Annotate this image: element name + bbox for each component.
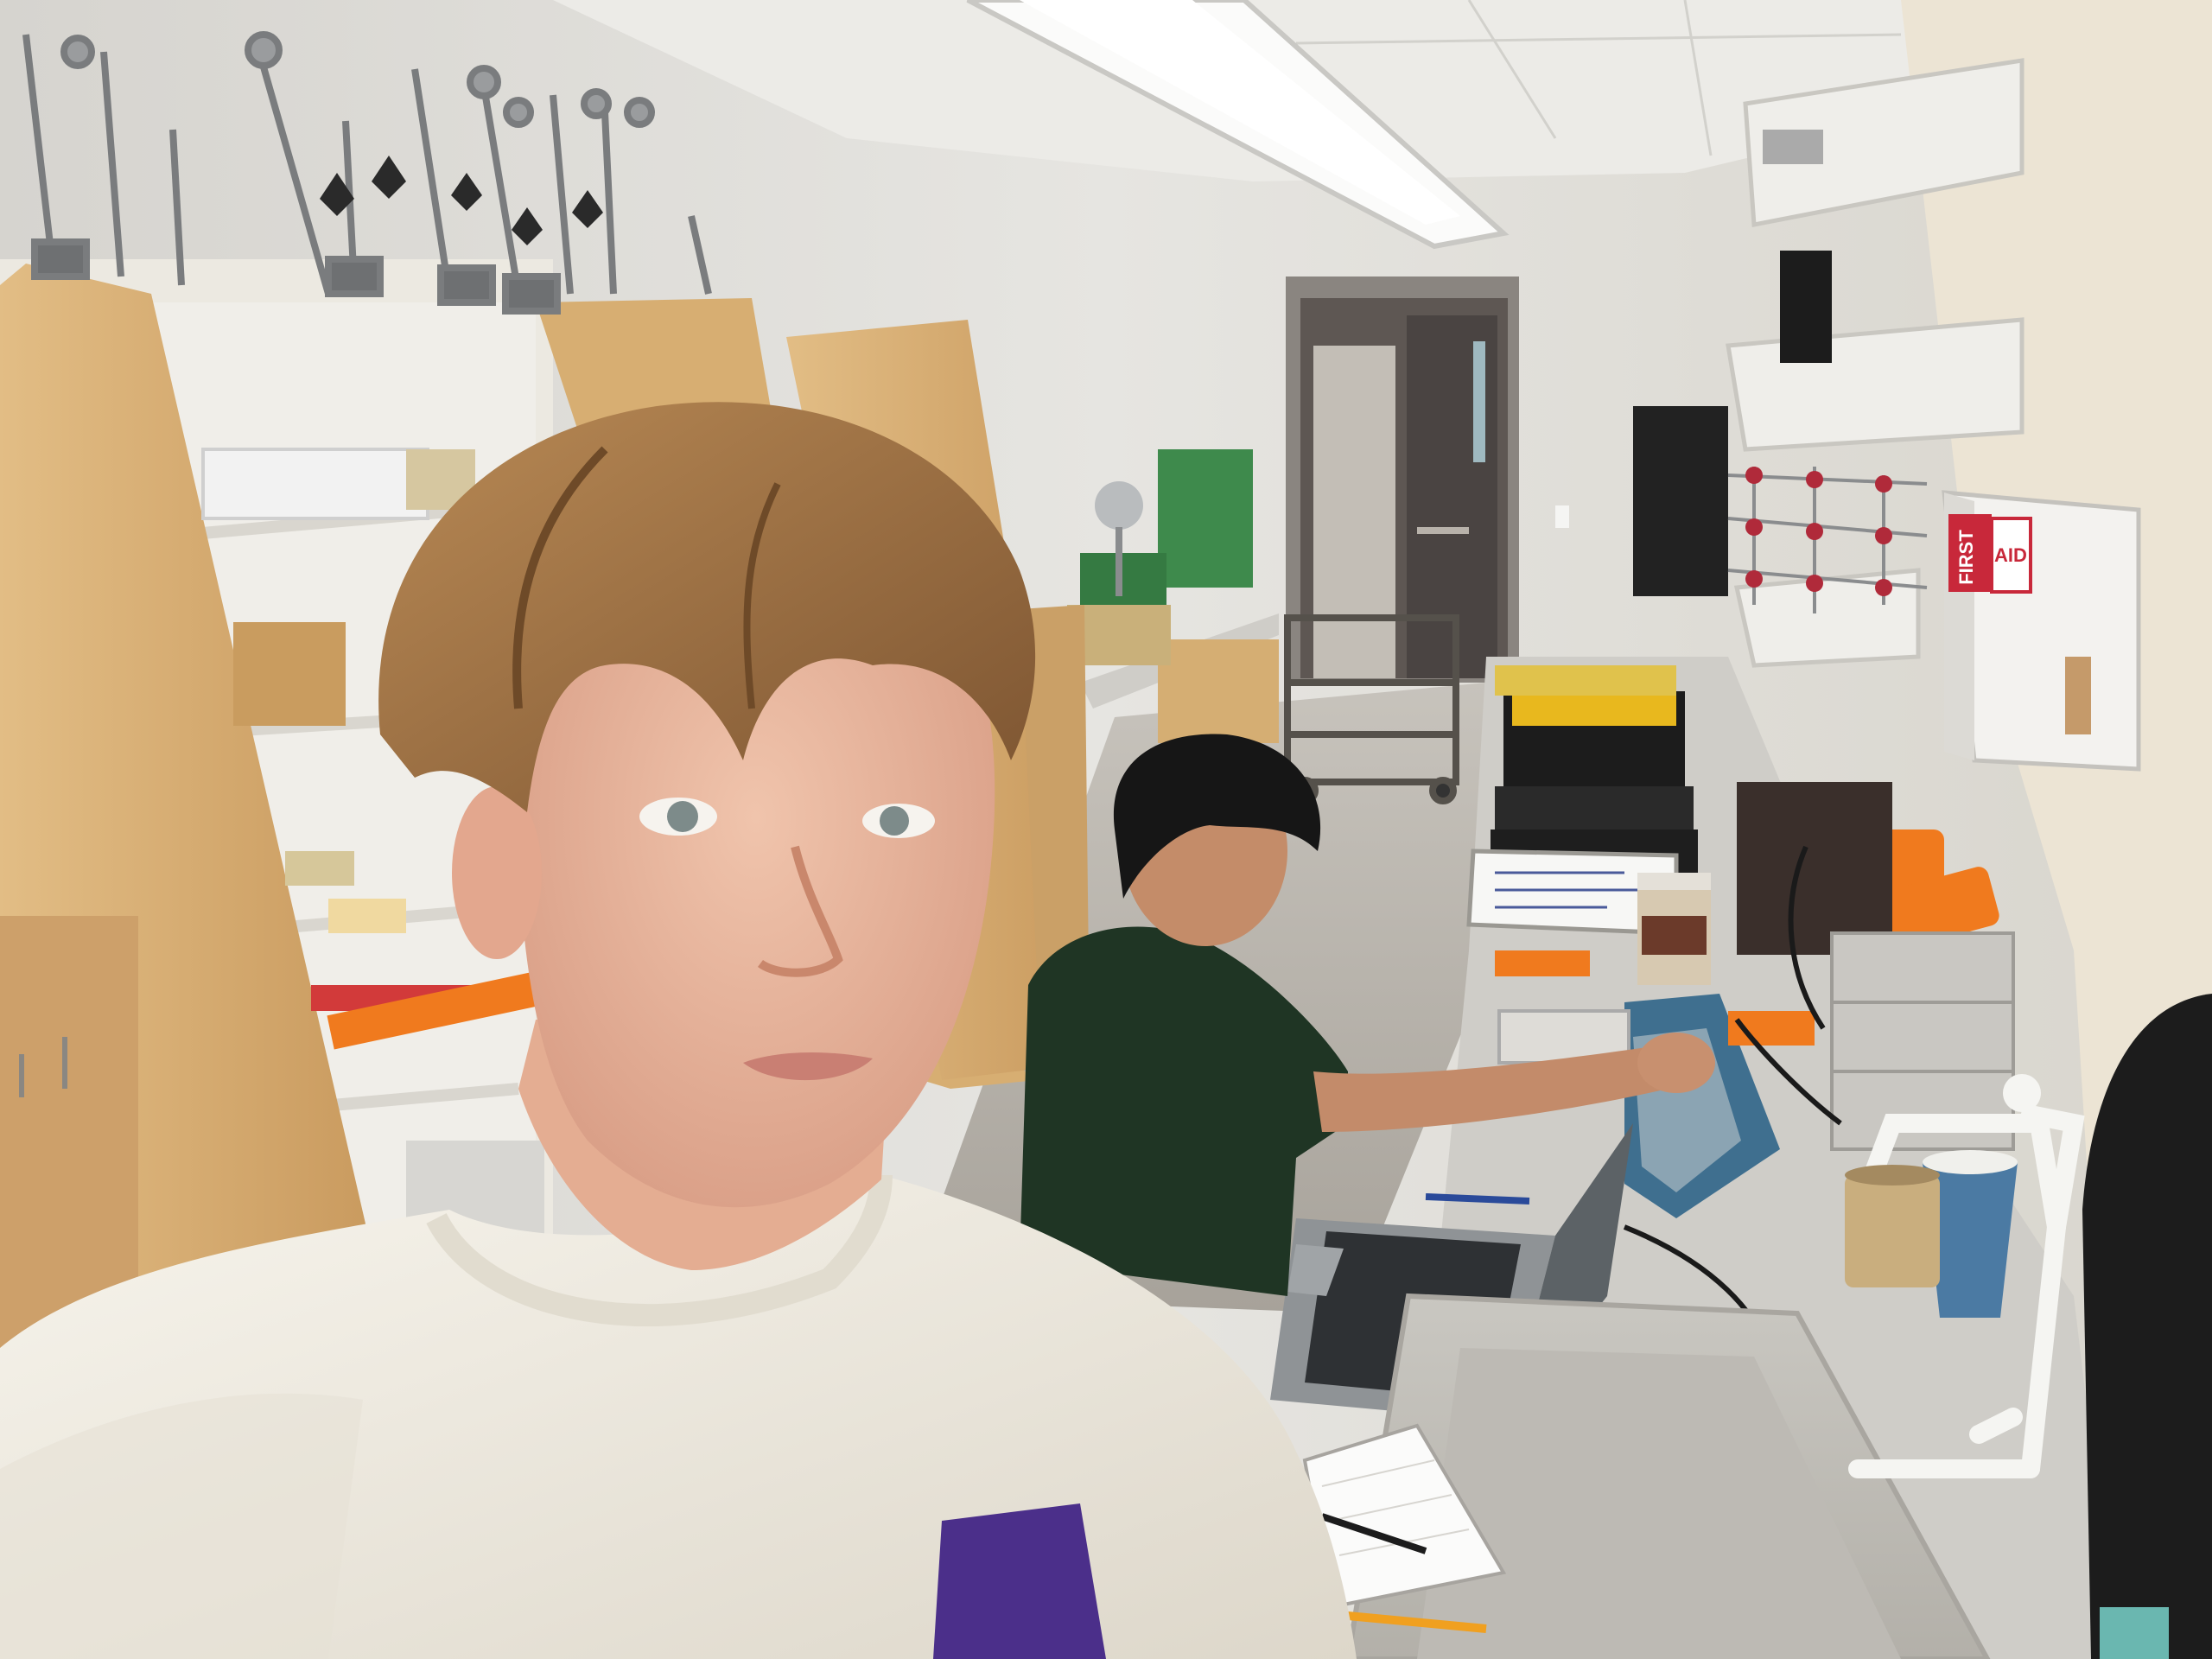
pen-on-counter: [1426, 1197, 1529, 1201]
jar: [1637, 873, 1711, 985]
ear: [452, 786, 542, 959]
teal-object: [2100, 1607, 2169, 1659]
first-aid-box: [1944, 493, 2139, 769]
right-iris: [880, 806, 909, 836]
hand: [1637, 1033, 1715, 1093]
toolbox-stack: [1491, 665, 1698, 873]
left-iris: [667, 801, 698, 832]
mug: [1845, 1165, 1940, 1287]
first-aid-label-aid: AID: [1994, 544, 2027, 566]
shirt-logo: [933, 1503, 1106, 1659]
first-aid-label-first: FIRST: [1955, 530, 1977, 585]
faucet-handle: [2003, 1074, 2041, 1112]
